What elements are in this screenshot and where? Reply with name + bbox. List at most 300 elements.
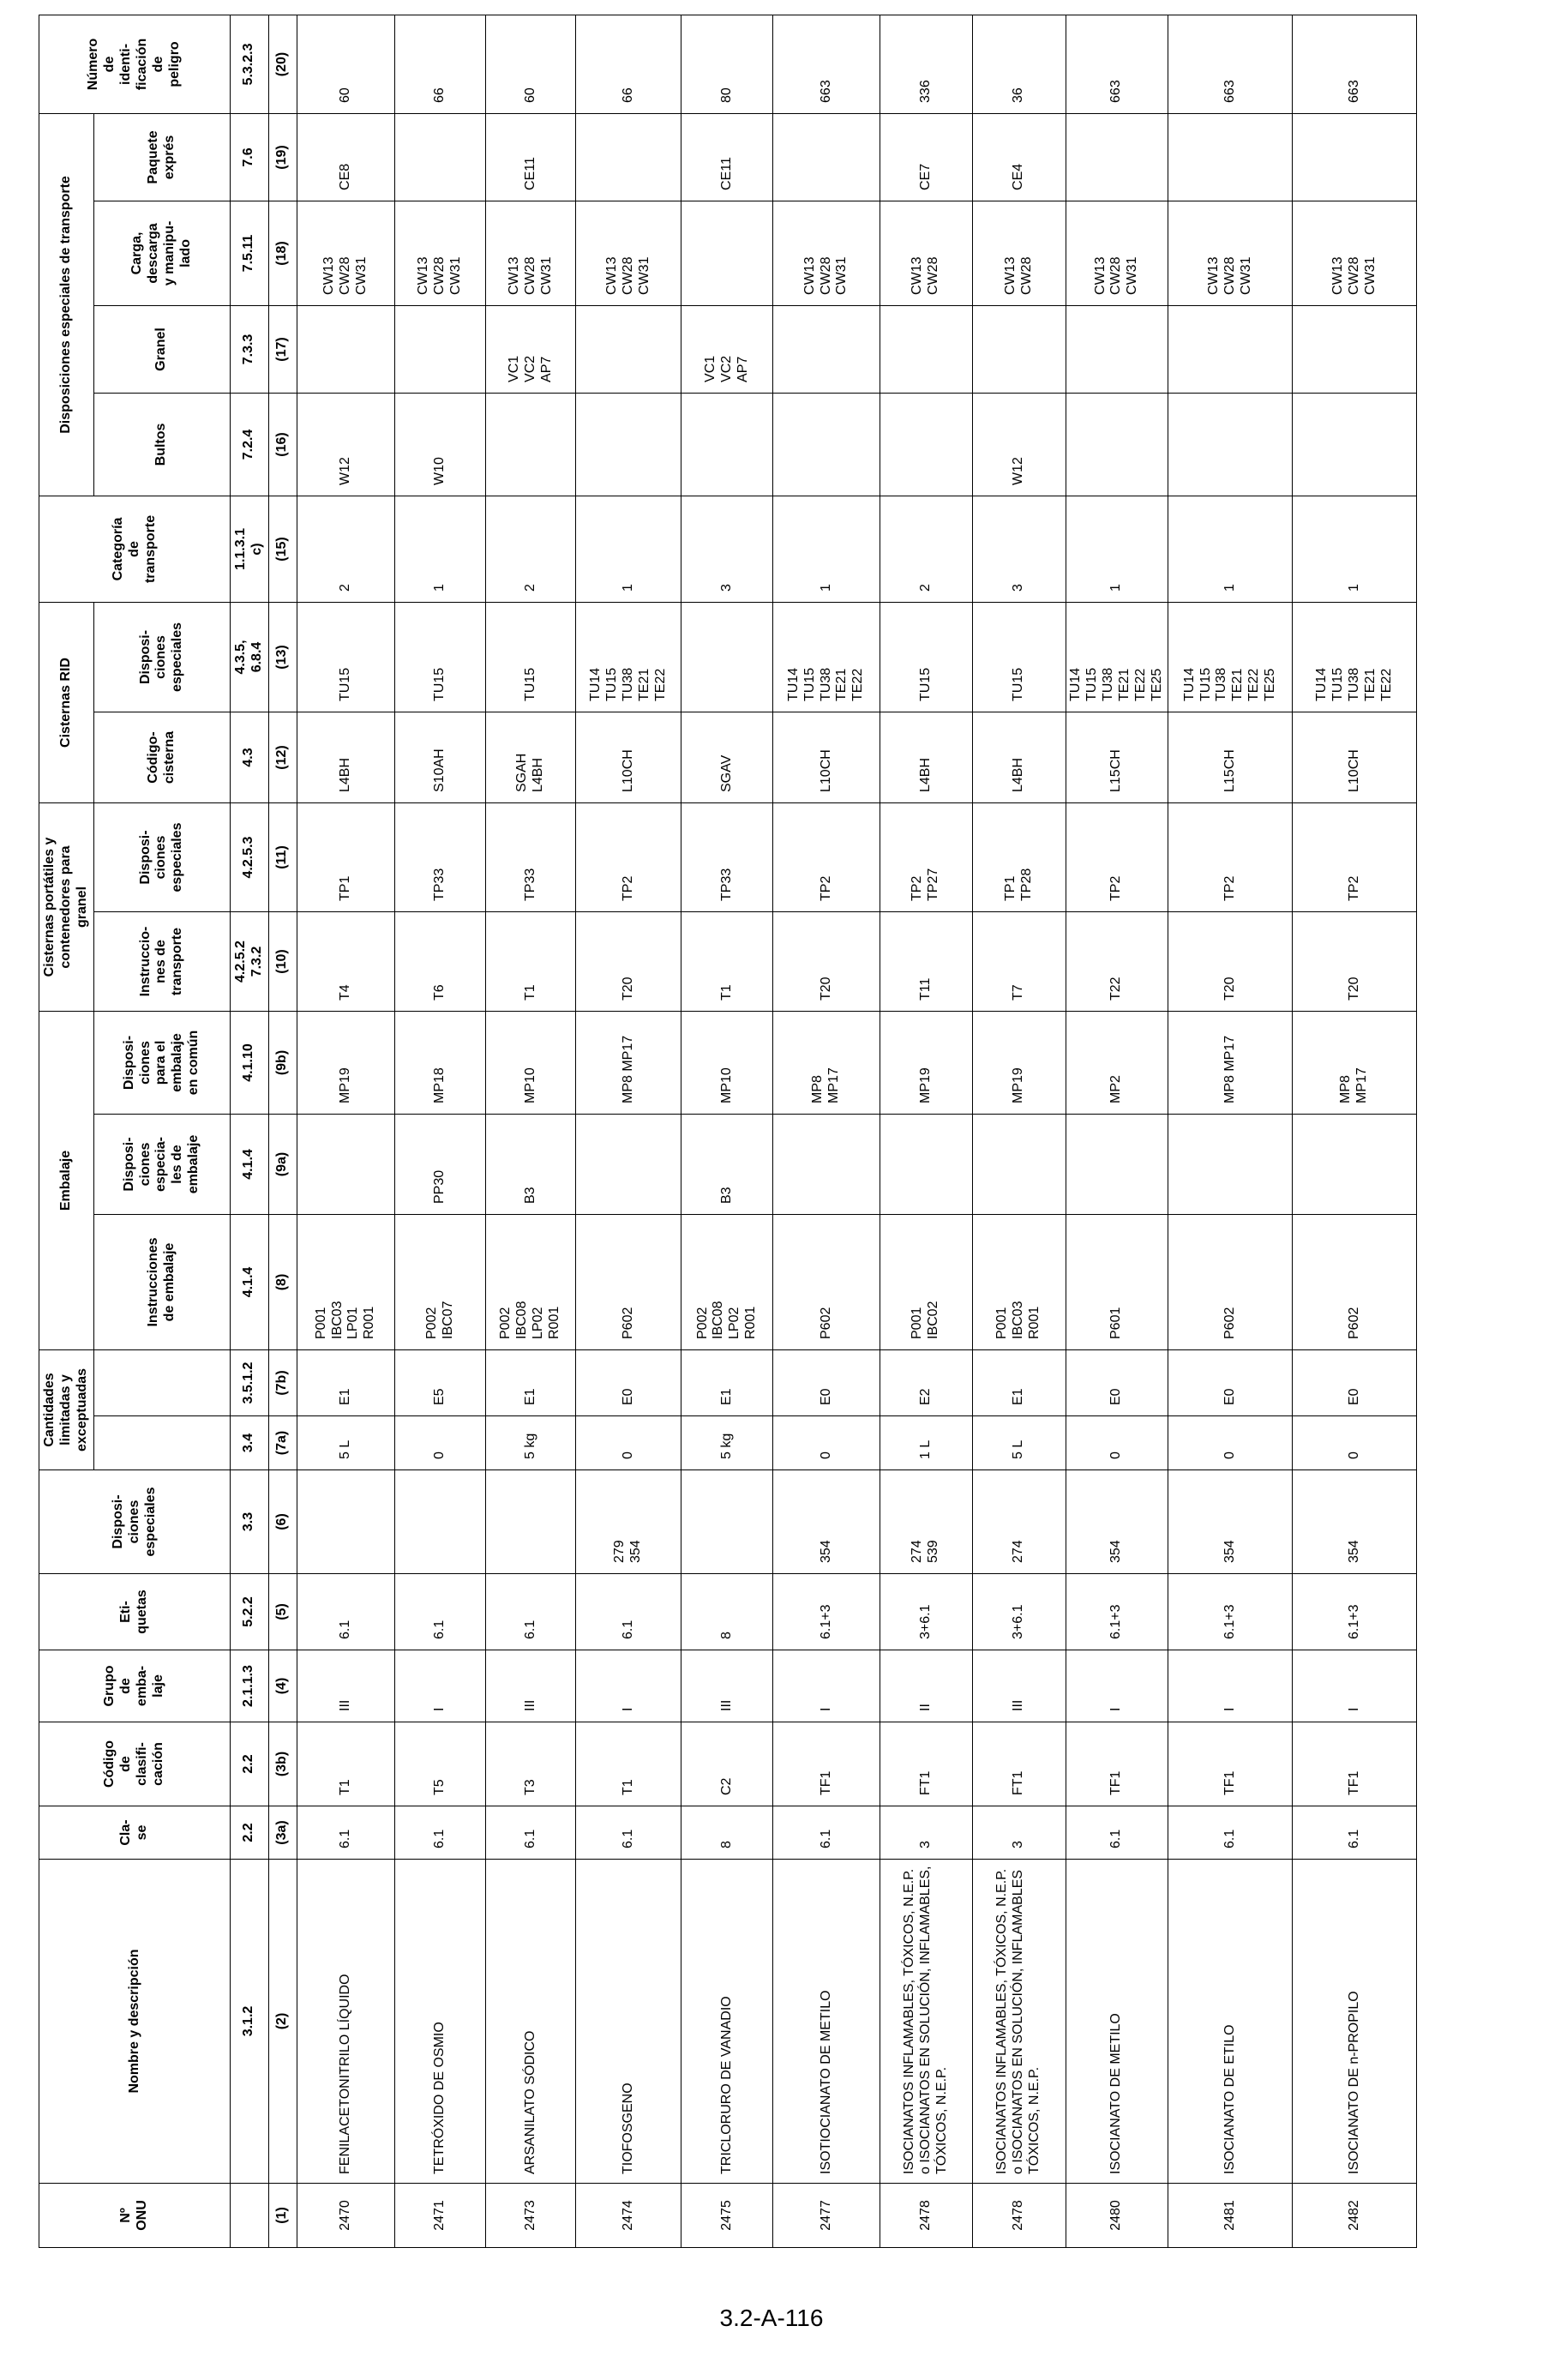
name-cell: TETRÓXIDO DE OSMIO (395, 1860, 486, 2184)
data-cell: C2 (681, 1722, 773, 1806)
data-cell: CW13 CW28 CW31 (1066, 201, 1168, 305)
table-row (486, 15, 576, 2247)
data-cell: 66 (395, 15, 486, 113)
data-cell: E2 (880, 1350, 972, 1416)
data-cell: B3 (486, 1115, 576, 1215)
column-id-cell: (6) (268, 1470, 297, 1574)
data-cell: T1 (486, 912, 576, 1012)
data-cell: B3 (681, 1115, 773, 1215)
data-cell: 0 (1293, 1416, 1417, 1470)
column-id-cell: (19) (268, 113, 297, 201)
data-cell: CW13 CW28 (972, 201, 1066, 305)
data-cell: 60 (297, 15, 394, 113)
data-cell: 5 L (972, 1416, 1066, 1470)
data-cell: TU14 TU15 TU38 TE21 TE22 (576, 602, 681, 712)
data-cell: P001 IBC03 LP01 R001 (297, 1215, 394, 1350)
data-cell: E1 (972, 1350, 1066, 1416)
un-number-cell: 2475 (681, 2184, 773, 2248)
data-cell: CW13 CW28 CW31 (773, 201, 880, 305)
dangerous-goods-table (39, 15, 1417, 2248)
data-cell: 36 (972, 15, 1066, 113)
data-cell: 6.1 (297, 1574, 394, 1650)
data-cell: TF1 (773, 1722, 880, 1806)
data-cell (1168, 1115, 1293, 1215)
un-number-cell: 2470 (297, 2184, 394, 2248)
data-cell: III (972, 1650, 1066, 1722)
data-cell: 5 L (297, 1416, 394, 1470)
data-cell: CW13 CW28 CW31 (1293, 201, 1417, 305)
data-cell (395, 113, 486, 201)
data-cell: T7 (972, 912, 1066, 1012)
header-classification-code: Código de clasifi- cación (39, 1722, 231, 1806)
table-row (1066, 15, 1168, 2247)
data-cell: P001 IBC03 R001 (972, 1215, 1066, 1350)
data-cell (576, 305, 681, 393)
data-cell (576, 393, 681, 496)
reference-cell: 2.1.1.3 (231, 1650, 268, 1722)
data-cell: W10 (395, 393, 486, 496)
column-id-cell: (7b) (268, 1350, 297, 1416)
data-cell: FT1 (972, 1722, 1066, 1806)
data-cell: 354 (1066, 1470, 1168, 1574)
data-cell: MP19 (297, 1012, 394, 1115)
data-cell: CW13 CW28 CW31 (1168, 201, 1293, 305)
data-cell: E0 (1293, 1350, 1417, 1416)
data-cell: TU15 (395, 602, 486, 712)
column-id-cell: (15) (268, 496, 297, 602)
data-cell (1293, 113, 1417, 201)
data-cell: 279 354 (576, 1470, 681, 1574)
data-cell: TU14 TU15 TU38 TE21 TE22 (773, 602, 880, 712)
data-cell: 3+6.1 (972, 1574, 1066, 1650)
data-cell: TF1 (1293, 1722, 1417, 1806)
un-number-cell: 2477 (773, 2184, 880, 2248)
name-cell: ARSANILATO SÓDICO (486, 1860, 576, 2184)
column-id-cell: (9b) (268, 1012, 297, 1115)
data-cell: P602 (1293, 1215, 1417, 1350)
data-cell: E0 (1066, 1350, 1168, 1416)
header-special-provisions: Disposi- ciones especiales (39, 1470, 231, 1574)
data-cell: 6.1 (486, 1574, 576, 1650)
un-number-cell: 2473 (486, 2184, 576, 2248)
data-cell: 1 (576, 496, 681, 602)
data-cell: T20 (1168, 912, 1293, 1012)
data-cell: L15CH (1168, 712, 1293, 802)
data-cell: 1 (1168, 496, 1293, 602)
header-labels: Eti- quetas (39, 1574, 231, 1650)
data-cell (681, 393, 773, 496)
data-cell (576, 113, 681, 201)
data-cell: E1 (681, 1350, 773, 1416)
name-cell: ISOCIANATO DE ETILO (1168, 1860, 1293, 2184)
data-cell: E0 (576, 1350, 681, 1416)
data-cell: TU15 (880, 602, 972, 712)
data-cell: III (486, 1650, 576, 1722)
data-cell: S10AH (395, 712, 486, 802)
data-cell: CE4 (972, 113, 1066, 201)
data-cell: P002 IBC07 (395, 1215, 486, 1350)
column-id-cell: (10) (268, 912, 297, 1012)
data-cell: 354 (1293, 1470, 1417, 1574)
data-cell: PP30 (395, 1115, 486, 1215)
un-number-cell: 2482 (1293, 2184, 1417, 2248)
data-cell: CE11 (681, 113, 773, 201)
data-cell: MP8 MP17 (1293, 1012, 1417, 1115)
data-cell: T1 (576, 1722, 681, 1806)
data-cell: CW13 CW28 CW31 (297, 201, 394, 305)
data-cell: SGAH L4BH (486, 712, 576, 802)
header-packing-group: Grupo de emba- laje (39, 1650, 231, 1722)
page-number: 3.2-A-116 (719, 2305, 824, 2331)
header-portable-tanks: Cisternas portátiles y contenedores para granel (39, 802, 94, 1011)
data-cell: 274 539 (880, 1470, 972, 1574)
data-cell: TU14 TU15 TU38 TE21 TE22 (1293, 602, 1417, 712)
data-cell: TU15 (486, 602, 576, 712)
reference-row (231, 15, 268, 2247)
reference-cell: 4.3 (231, 712, 268, 802)
name-cell: ISOCIANATOS INFLAMABLES, TÓXICOS, N.E.P. o ISOCIANATOS EN SOLUCIÓN, INFLAMABLES, TÓXICOS, N.E.P. (880, 1860, 972, 2184)
column-id-cell: (1) (268, 2184, 297, 2248)
data-cell: II (880, 1650, 972, 1722)
data-cell: CW13 CW28 (880, 201, 972, 305)
name-cell: TIOFOSGENO (576, 1860, 681, 2184)
header-rid-tanks: Cisternas RID (39, 602, 94, 802)
data-cell (972, 1115, 1066, 1215)
data-cell: I (1066, 1650, 1168, 1722)
header-limited-quantities: Cantidades limitadas y exceptuadas (39, 1350, 94, 1470)
data-cell: 3 (972, 496, 1066, 602)
data-cell (1293, 305, 1417, 393)
data-cell: I (395, 1650, 486, 1722)
data-cell: 1 (395, 496, 486, 602)
data-cell: MP10 (681, 1012, 773, 1115)
un-number-cell: 2478 (880, 2184, 972, 2248)
header-special-transport-provisions: Disposiciones especiales de transporte (39, 113, 94, 496)
header-special-packing-provisions: Disposi- ciones especia- les de embalaje (93, 1115, 231, 1215)
data-cell: 6.1+3 (1168, 1574, 1293, 1650)
column-id-cell: (8) (268, 1215, 297, 1350)
data-cell: 6.1 (1066, 1806, 1168, 1860)
data-cell: T20 (576, 912, 681, 1012)
reference-cell: 7.2.4 (231, 393, 268, 496)
data-cell: T6 (395, 912, 486, 1012)
name-cell: ISOCIANATOS INFLAMABLES, TÓXICOS, N.E.P. o ISOCIANATOS EN SOLUCIÓN, INFLAMABLES TÓXICOS, N.E.P. (972, 1860, 1066, 2184)
data-cell: P602 (773, 1215, 880, 1350)
un-number-cell: 2474 (576, 2184, 681, 2248)
data-cell: 66 (576, 15, 681, 113)
data-cell: L10CH (773, 712, 880, 802)
data-cell: 6.1 (1168, 1806, 1293, 1860)
data-cell (1168, 113, 1293, 201)
name-cell: TRICLORURO DE VANADIO (681, 1860, 773, 2184)
data-cell: P602 (576, 1215, 681, 1350)
data-cell: CE8 (297, 113, 394, 201)
data-cell (395, 305, 486, 393)
data-cell: 0 (773, 1416, 880, 1470)
data-cell: CW13 CW28 CW31 (486, 201, 576, 305)
data-cell (1066, 1115, 1168, 1215)
data-cell: 8 (681, 1806, 773, 1860)
data-cell: T3 (486, 1722, 576, 1806)
data-cell: 6.1 (576, 1574, 681, 1650)
reference-cell: 2.2 (231, 1806, 268, 1860)
header-packaging: Embalaje (39, 1012, 94, 1350)
data-cell (773, 393, 880, 496)
data-cell (681, 602, 773, 712)
data-cell: I (576, 1650, 681, 1722)
table-row (1293, 15, 1417, 2247)
data-cell: 6.1 (1293, 1806, 1417, 1860)
data-cell: 3 (681, 496, 773, 602)
data-cell: TU14 TU15 TU38 TE21 TE22 TE25 (1066, 602, 1168, 712)
data-cell: MP8 MP17 (1168, 1012, 1293, 1115)
column-id-cell: (2) (268, 1860, 297, 2184)
reference-cell: 4.1.4 (231, 1215, 268, 1350)
reference-cell (231, 2184, 268, 2248)
reference-cell: 4.2.5.3 (231, 802, 268, 911)
column-id-cell: (17) (268, 305, 297, 393)
column-id-cell: (18) (268, 201, 297, 305)
data-cell: SGAV (681, 712, 773, 802)
data-rows (297, 15, 1416, 2247)
data-cell: TU15 (297, 602, 394, 712)
reference-cell: 1.1.3.1 c) (231, 496, 268, 602)
data-cell: TP33 (681, 802, 773, 911)
reference-cell: 2.2 (231, 1722, 268, 1806)
data-cell: 354 (1168, 1470, 1293, 1574)
data-cell: P602 (1168, 1215, 1293, 1350)
data-cell (880, 393, 972, 496)
data-cell (681, 201, 773, 305)
data-cell: 6.1 (773, 1806, 880, 1860)
name-cell: FENILACETONITRILO LÍQUIDO (297, 1860, 394, 2184)
data-cell: TP2 TP27 (880, 802, 972, 911)
table-row (297, 15, 394, 2247)
header-rid-special-provisions: Disposi- ciones especiales (93, 602, 231, 712)
header-limited-qty-blank (93, 1416, 231, 1470)
data-cell: MP19 (880, 1012, 972, 1115)
data-cell: L4BH (297, 712, 394, 802)
data-cell (1066, 393, 1168, 496)
data-cell: 0 (1066, 1416, 1168, 1470)
data-cell: E1 (486, 1350, 576, 1416)
data-cell (1168, 305, 1293, 393)
data-cell: MP8 MP17 (576, 1012, 681, 1115)
data-cell: L4BH (880, 712, 972, 802)
reference-cell: 3.3 (231, 1470, 268, 1574)
header-class: Cla- se (39, 1806, 231, 1860)
data-cell: 6.1+3 (773, 1574, 880, 1650)
data-cell: FT1 (880, 1722, 972, 1806)
data-cell: 6.1 (486, 1806, 576, 1860)
data-cell: P002 IBC08 LP02 R001 (486, 1215, 576, 1350)
reference-cell: 3.5.1.2 (231, 1350, 268, 1416)
data-cell: TP2 (1293, 802, 1417, 911)
data-cell: 1 (1066, 496, 1168, 602)
header-hazard-number: Número de identi- ficación de peligro (39, 15, 231, 113)
data-cell: TF1 (1168, 1722, 1293, 1806)
header-mixed-packing: Disposi- ciones para el embalaje en común (93, 1012, 231, 1115)
data-cell: TF1 (1066, 1722, 1168, 1806)
column-id-row (268, 15, 297, 2247)
data-cell: MP2 (1066, 1012, 1168, 1115)
data-cell: L10CH (1293, 712, 1417, 802)
column-id-cell: (20) (268, 15, 297, 113)
data-cell (773, 113, 880, 201)
data-cell: 1 (1293, 496, 1417, 602)
data-cell: CE11 (486, 113, 576, 201)
data-cell: TP1 (297, 802, 394, 911)
data-cell: TP1 TP28 (972, 802, 1066, 911)
data-cell (972, 305, 1066, 393)
header-name: Nombre y descripción (39, 1860, 231, 2184)
un-number-cell: 2481 (1168, 2184, 1293, 2248)
data-cell: 5 kg (681, 1416, 773, 1470)
data-cell: E0 (1168, 1350, 1293, 1416)
data-cell: 6.1 (395, 1806, 486, 1860)
column-id-cell: (9a) (268, 1115, 297, 1215)
reference-cell: 7.5.11 (231, 201, 268, 305)
data-cell (297, 305, 394, 393)
data-cell: 6.1 (395, 1574, 486, 1650)
header-bulk: Granel (93, 305, 231, 393)
data-cell: 2 (880, 496, 972, 602)
reference-cell: 5.3.2.3 (231, 15, 268, 113)
reference-cell: 4.3.5, 6.8.4 (231, 602, 268, 712)
data-cell: III (297, 1650, 394, 1722)
data-cell: 80 (681, 15, 773, 113)
table-row (972, 15, 1066, 2247)
data-cell (1293, 1115, 1417, 1215)
data-cell: I (1293, 1650, 1417, 1722)
header-transport-category: Categoría de transporte (39, 496, 231, 602)
data-cell: T1 (681, 912, 773, 1012)
data-cell: T22 (1066, 912, 1168, 1012)
data-cell: 6.1 (297, 1806, 394, 1860)
data-cell: 1 L (880, 1416, 972, 1470)
table-row (576, 15, 681, 2247)
data-cell (297, 1470, 394, 1574)
data-cell: T11 (880, 912, 972, 1012)
name-cell: ISOCIANATO DE METILO (1066, 1860, 1168, 2184)
reference-cell: 4.2.5.2 7.3.2 (231, 912, 268, 1012)
data-cell: P002 IBC08 LP02 R001 (681, 1215, 773, 1350)
un-number-cell: 2471 (395, 2184, 486, 2248)
data-cell: I (773, 1650, 880, 1722)
un-number-cell: 2480 (1066, 2184, 1168, 2248)
reference-cell: 3.4 (231, 1416, 268, 1470)
reference-cell: 4.1.4 (231, 1115, 268, 1215)
data-cell: T5 (395, 1722, 486, 1806)
data-cell: T1 (297, 1722, 394, 1806)
data-cell: L10CH (576, 712, 681, 802)
data-cell: VC1 VC2 AP7 (486, 305, 576, 393)
data-cell: TP2 (773, 802, 880, 911)
name-cell: ISOCIANATO DE n-PROPILO (1293, 1860, 1417, 2184)
data-cell: III (681, 1650, 773, 1722)
data-cell: T4 (297, 912, 394, 1012)
data-cell: P001 IBC02 (880, 1215, 972, 1350)
table-row (880, 15, 972, 2247)
data-cell (486, 1470, 576, 1574)
data-cell: 0 (1168, 1416, 1293, 1470)
header-loading-handling: Carga, descarga y manipu- lado (93, 201, 231, 305)
column-id-cell: (7a) (268, 1416, 297, 1470)
data-cell (880, 1115, 972, 1215)
header-packages: Bultos (93, 393, 231, 496)
table-row (681, 15, 773, 2247)
column-id-cell: (3b) (268, 1722, 297, 1806)
column-id-cell: (4) (268, 1650, 297, 1722)
data-cell: 3 (880, 1806, 972, 1860)
data-cell: 6.1+3 (1066, 1574, 1168, 1650)
data-cell: 3 (972, 1806, 1066, 1860)
data-cell (576, 1115, 681, 1215)
data-cell: 2 (486, 496, 576, 602)
table-row (1168, 15, 1293, 2247)
data-cell: I (1168, 1650, 1293, 1722)
data-cell: L4BH (972, 712, 1066, 802)
name-cell: ISOTIOCIANATO DE METILO (773, 1860, 880, 2184)
table-row (773, 15, 880, 2247)
data-cell: TU15 (972, 602, 1066, 712)
data-cell: TP33 (395, 802, 486, 911)
column-id-cell: (3a) (268, 1806, 297, 1860)
data-cell: VC1 VC2 AP7 (681, 305, 773, 393)
data-cell (1066, 305, 1168, 393)
data-cell: E5 (395, 1350, 486, 1416)
data-cell: E0 (773, 1350, 880, 1416)
data-cell: T20 (1293, 912, 1417, 1012)
header-tank-code: Código- cisterna (93, 712, 231, 802)
header-tank-special-provisions: Disposi- ciones especiales (93, 802, 231, 911)
data-cell (880, 305, 972, 393)
data-cell: 663 (1168, 15, 1293, 113)
data-cell: 336 (880, 15, 972, 113)
reference-cell: 3.1.2 (231, 1860, 268, 2184)
data-cell: TP33 (486, 802, 576, 911)
un-number-cell: 2478 (972, 2184, 1066, 2248)
data-cell: 354 (773, 1470, 880, 1574)
header-row-groups (39, 15, 94, 2247)
data-cell: TP2 (576, 802, 681, 911)
column-id-cell: (5) (268, 1574, 297, 1650)
header-express-parcel: Paquete exprés (93, 113, 231, 201)
data-cell (1168, 393, 1293, 496)
data-cell (395, 1470, 486, 1574)
data-cell: 274 (972, 1470, 1066, 1574)
header-packing-instructions: Instrucciones de embalaje (93, 1215, 231, 1350)
data-cell: MP10 (486, 1012, 576, 1115)
data-cell: 663 (1066, 15, 1168, 113)
data-cell: 663 (1293, 15, 1417, 113)
rotated-page (39, 15, 1417, 2248)
reference-cell: 7.6 (231, 113, 268, 201)
data-cell: 1 (773, 496, 880, 602)
data-cell: CW13 CW28 CW31 (395, 201, 486, 305)
data-cell: 663 (773, 15, 880, 113)
data-cell: 6.1 (576, 1806, 681, 1860)
data-cell: 2 (297, 496, 394, 602)
data-cell (773, 305, 880, 393)
data-cell: W12 (297, 393, 394, 496)
table-row (395, 15, 486, 2247)
reference-cell: 5.2.2 (231, 1574, 268, 1650)
data-cell: T20 (773, 912, 880, 1012)
data-cell (773, 1115, 880, 1215)
data-cell: MP18 (395, 1012, 486, 1115)
data-cell: P601 (1066, 1215, 1168, 1350)
